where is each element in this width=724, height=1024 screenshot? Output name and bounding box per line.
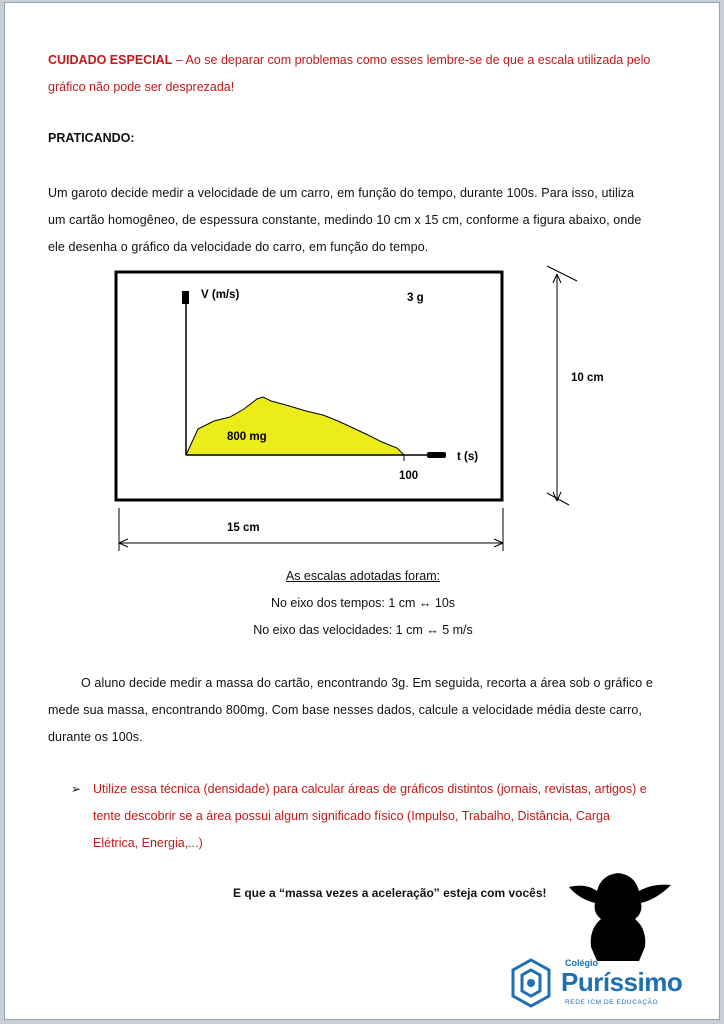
logo-top-text: Colégio [565,958,598,968]
scale-velocity: No eixo das velocidades: 1 cm ↔ 5 m/s [253,623,473,637]
scales-title: As escalas adotadas foram: [285,569,441,583]
tip-line-3: Elétrica, Energia,...) [93,836,203,850]
height-dimension-tick-top [547,266,577,281]
x-tick-label: 100 [399,470,419,482]
card-mass-label: 3 g [407,292,424,304]
height-label: 10 cm [571,372,604,384]
document-page [4,2,720,1020]
logo-name: Puríssimo [561,967,683,997]
problem-line-2: mede sua massa, encontrando 800mg. Com base nesses dados, calcule a velocidade média deste carro, [48,703,643,717]
tip-line-2: tente descobrir se a área possui algum significado físico (Impulso, Trabalho, Distância, Carga [93,809,610,823]
intro-line-3: ele desenha o gráfico da velocidade do carro, em função do tempo. [48,240,429,254]
yoda-silhouette-icon [561,865,676,965]
logo-subtitle: REDE ICM DE EDUCAÇÃO [565,999,659,1006]
section-title: PRATICANDO: [48,131,135,145]
problem-line-3: durante os 100s. [48,730,143,744]
warning-line-2: gráfico não pode ser desprezada! [48,80,235,94]
tip-line-1: Utilize essa técnica (densidade) para calcular áreas de gráficos distintos (jornais, revistas, artigos) e [93,782,647,796]
x-axis-label: t (s) [457,451,479,463]
intro-line-2: um cartão homogêneo, de espessura constante, medindo 10 cm x 15 cm, conforme a figura abaixo, onde [48,213,642,227]
warning-label: CUIDADO ESPECIAL [48,53,173,67]
width-label: 15 cm [227,522,260,534]
purissimo-emblem-icon [507,957,555,1009]
school-logo [505,953,705,1013]
closing-line: E que a “massa vezes a aceleração” esteja com vocês! [233,886,547,900]
problem-line-1: O aluno decide medir a massa do cartão, encontrando 3g. Em seguida, recorta a área sob o gráfico e [81,676,653,690]
card-figure [5,3,721,563]
bullet-arrow-icon: ➢ [71,782,82,796]
card-rectangle [116,272,502,500]
scale-time: No eixo dos tempos: 1 cm ↔ 10s [270,596,456,610]
x-axis-arrow-icon [427,452,446,458]
warning-text: – Ao se deparar com problemas como esses lembre-se de que a escala utilizada pelo [172,53,651,67]
y-axis-label: V (m/s) [201,289,240,301]
y-axis-arrow-icon [182,291,189,304]
area-mass-label: 800 mg [227,431,267,443]
intro-line-1: Um garoto decide medir a velocidade de um carro, em função do tempo, durante 100s. Para isso, utiliza [48,186,635,200]
